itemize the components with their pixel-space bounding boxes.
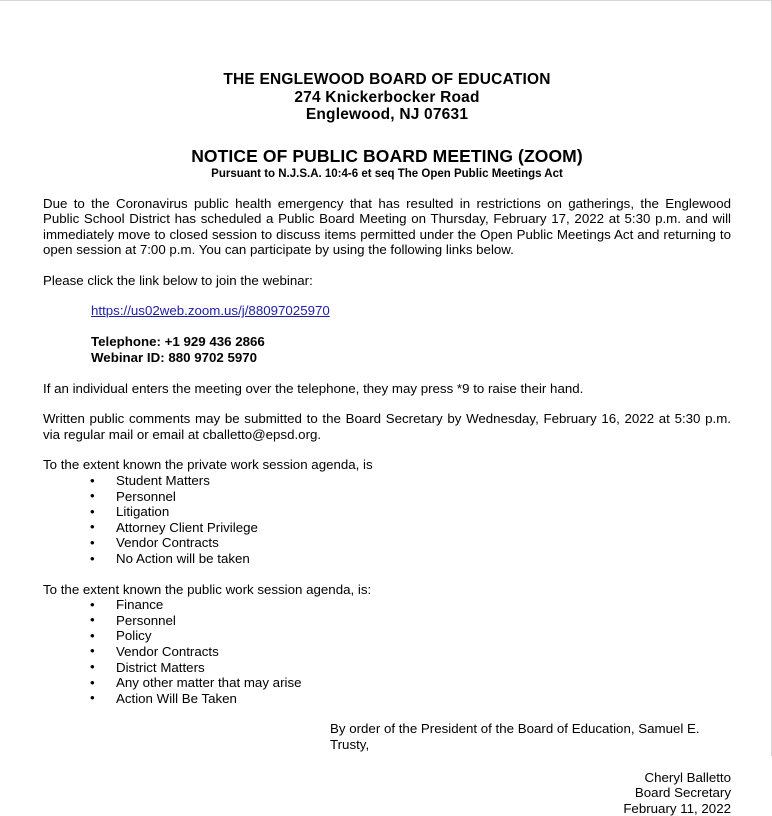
document-content: [43, 1, 731, 816]
list-item: • District Matters: [90, 660, 731, 676]
list-item: • Litigation: [90, 504, 731, 520]
list-item: • Finance: [90, 597, 731, 613]
raise-hand-paragraph: If an individual enters the meeting over the telephone, they may press *9 to raise their hand.: [43, 380, 584, 396]
list-item: • Policy: [90, 628, 731, 644]
intro-paragraph: Due to the Coronavirus public health emergency that has resulted in restrictions on gatherings, the Englewood Public School District has scheduled a Public Board Meeting on Thursday, February 17, 2022 at 5:30 p.m. and will immediately move to closed session to discuss items permitted under the Open Public Meetings Act and returning to open session at 7:00 p.m. You can participate by using the following links below.: [43, 195, 731, 258]
list-item: • No Action will be taken: [90, 551, 731, 567]
list-item: • Vendor Contracts: [90, 644, 731, 660]
private-agenda-list: [43, 473, 731, 567]
signature-block: [43, 770, 731, 816]
list-item: • Any other matter that may arise: [90, 675, 731, 691]
telephone-number: Telephone: +1 929 436 2866: [91, 334, 265, 350]
list-item: • Attorney Client Privilege: [90, 520, 731, 536]
join-instruction: Please click the link below to join the webinar:: [43, 272, 313, 288]
list-item: • Personnel: [90, 489, 731, 505]
by-order-line: By order of the President of the Board of Education, Samuel E. Trusty,: [330, 721, 700, 752]
notice-title: NOTICE OF PUBLIC BOARD MEETING (ZOOM): [191, 145, 583, 166]
list-item: • Vendor Contracts: [90, 535, 731, 551]
written-comments-paragraph: Written public comments may be submitted to the Board Secretary by Wednesday, February 16, 2022 at 5:30 p.m. via regular mail or email at cballetto@epsd.org.: [43, 411, 731, 442]
signature-date: February 11, 2022: [623, 800, 731, 816]
signature-role: Board Secretary: [634, 785, 731, 801]
private-agenda-intro: To the extent known the private work session agenda, is: [43, 457, 373, 473]
public-agenda-list: [43, 597, 731, 706]
public-agenda-intro: To the extent known the public work session agenda, is:: [43, 581, 372, 597]
list-item: • Action Will Be Taken: [90, 691, 731, 707]
notice-statute-reference: Pursuant to N.J.S.A. 10:4-6 et seq The Open Public Meetings Act: [211, 167, 563, 180]
dial-in-details: [43, 334, 731, 365]
letterhead: [43, 71, 731, 124]
webinar-id: Webinar ID: 880 9702 5970: [91, 350, 258, 366]
letterhead-organization: THE ENGLEWOOD BOARD OF EDUCATION: [223, 71, 551, 88]
letterhead-city-state-zip: Englewood, NJ 07631: [305, 106, 469, 123]
webinar-link-row: [43, 302, 731, 320]
list-item: • Personnel: [90, 613, 731, 629]
signature-name: Cheryl Balletto: [644, 769, 731, 785]
letterhead-street: 274 Knickerbocker Road: [294, 88, 480, 106]
webinar-join-link[interactable]: https://us02web.zoom.us/j/88097025970: [91, 303, 330, 319]
list-item: • Student Matters: [90, 473, 731, 489]
